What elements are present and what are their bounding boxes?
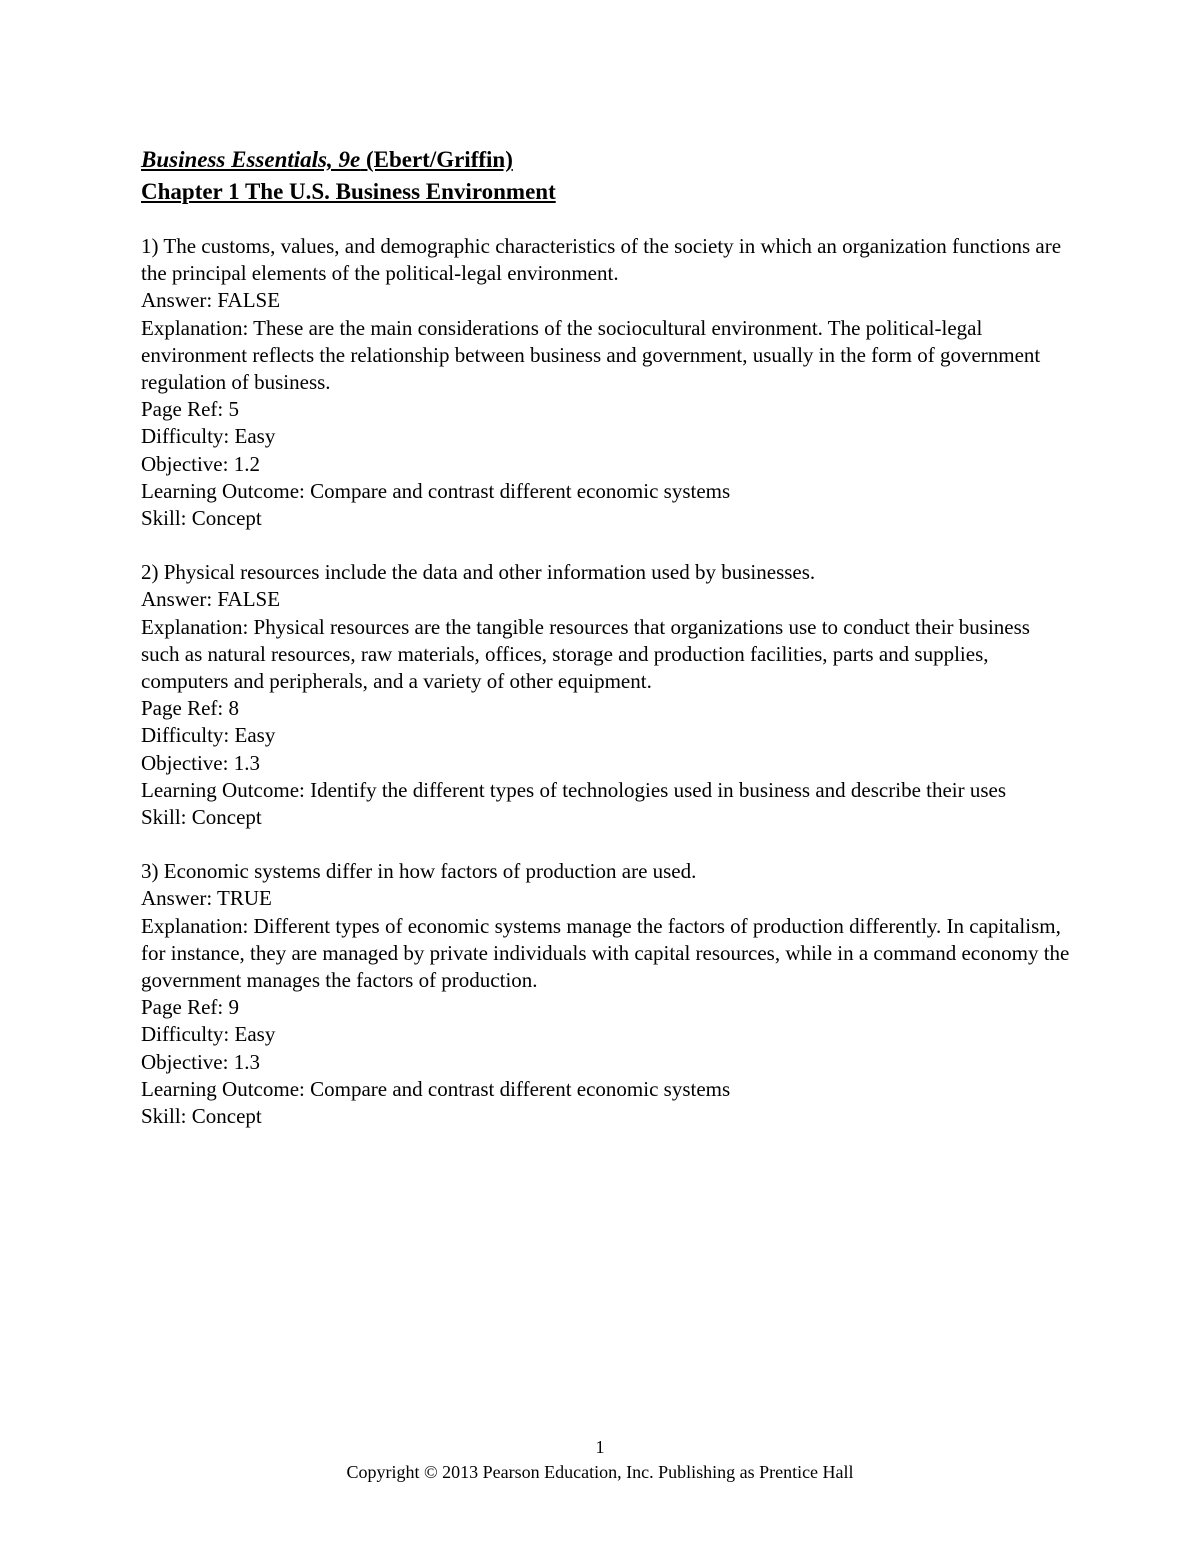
question-text: 1) The customs, values, and demographic characteristics of the society in which an organization functions are the principal elements of the political-legal environment. bbox=[141, 234, 1062, 286]
question-page-ref: Page Ref: 9 bbox=[141, 995, 239, 1020]
book-title: Business Essentials, 9e bbox=[141, 147, 361, 172]
question-skill: Skill: Concept bbox=[141, 506, 262, 531]
book-authors: (Ebert/Griffin) bbox=[360, 147, 513, 172]
page-content bbox=[141, 144, 1071, 1130]
question-explanation: Explanation: Different types of economic systems manage the factors of production differently. In capitalism, for instance, they are managed by private individuals with capital resources, while in a command economy the government manages the factors of production. bbox=[141, 913, 1070, 993]
question-explanation: Explanation: These are the main considerations of the sociocultural environment. The political-legal environment reflects the relationship between business and government, usually in the form of government regulation of business. bbox=[141, 315, 1041, 395]
question-answer: Answer: TRUE bbox=[141, 886, 272, 911]
question-text: 2) Physical resources include the data and other information used by businesses. bbox=[141, 560, 816, 585]
question-learning-outcome: Learning Outcome: Compare and contrast different economic systems bbox=[141, 1076, 731, 1101]
question-learning-outcome: Learning Outcome: Identify the different types of technologies used in business and describe their uses bbox=[141, 777, 1007, 802]
question-objective: Objective: 1.3 bbox=[141, 1049, 260, 1074]
page-number: 1 bbox=[595, 1437, 605, 1457]
question-objective: Objective: 1.2 bbox=[141, 451, 260, 476]
question-text: 3) Economic systems differ in how factors of production are used. bbox=[141, 859, 697, 884]
question-block-3 bbox=[141, 858, 1071, 1130]
book-title-line bbox=[141, 144, 1071, 176]
question-explanation: Explanation: Physical resources are the tangible resources that organizations use to conduct their business such as natural resources, raw materials, offices, storage and production facilities, parts and supplies, computers and peripherals, and a variety of other equipment. bbox=[141, 614, 1030, 694]
question-page-ref: Page Ref: 8 bbox=[141, 696, 239, 721]
question-difficulty: Difficulty: Easy bbox=[141, 424, 276, 449]
question-answer: Answer: FALSE bbox=[141, 587, 281, 612]
chapter-title: Chapter 1 The U.S. Business Environment bbox=[141, 179, 556, 204]
question-objective: Objective: 1.3 bbox=[141, 750, 260, 775]
question-difficulty: Difficulty: Easy bbox=[141, 1022, 276, 1047]
question-skill: Skill: Concept bbox=[141, 805, 262, 830]
copyright-notice: Copyright © 2013 Pearson Education, Inc. Publishing as Prentice Hall bbox=[346, 1462, 854, 1482]
question-block-2 bbox=[141, 559, 1071, 831]
question-learning-outcome: Learning Outcome: Compare and contrast different economic systems bbox=[141, 478, 731, 503]
question-answer: Answer: FALSE bbox=[141, 288, 281, 313]
question-page-ref: Page Ref: 5 bbox=[141, 397, 239, 422]
question-block-1 bbox=[141, 233, 1071, 532]
question-difficulty: Difficulty: Easy bbox=[141, 723, 276, 748]
question-skill: Skill: Concept bbox=[141, 1104, 262, 1129]
